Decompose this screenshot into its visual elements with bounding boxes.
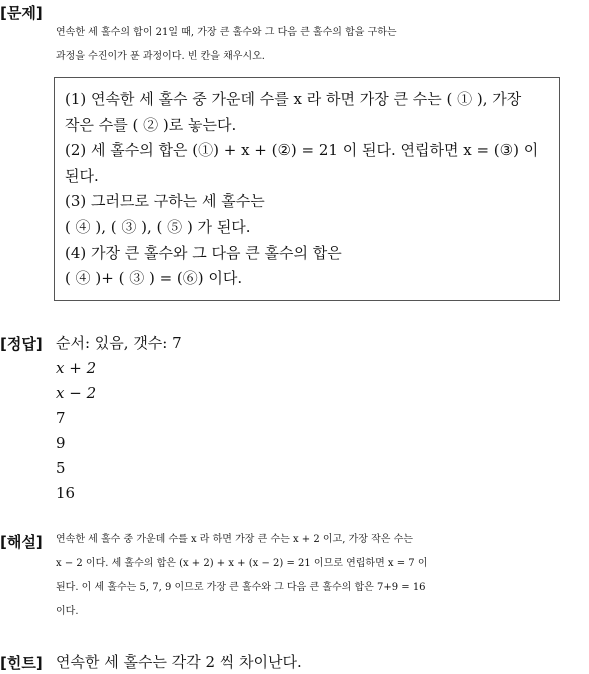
explanation-line: 연속한 세 홀수 중 가운데 수를 x 라 하면 가장 큰 수는 x + 2 이고, 가장 작은 수는 xyxy=(56,534,413,545)
box-line: (4) 가장 큰 홀수와 그 다음 큰 홀수의 합은 xyxy=(65,243,342,262)
hint-tag: [힌트] xyxy=(0,654,43,672)
solution-process-box xyxy=(54,77,560,301)
answer-value: 7 xyxy=(56,409,66,427)
problem-text xyxy=(56,21,583,69)
problem-line: 과정을 수진이가 푼 과정이다. 빈 칸을 채우시오. xyxy=(56,51,265,62)
answer-header: 순서: 있음, 갯수: 7 xyxy=(56,334,182,352)
box-line: (2) 세 홀수의 합은 (①) + x + (②) = 21 이 된다. 연립하면 x = (③) 이 xyxy=(65,141,539,160)
answer-value: x + 2 xyxy=(56,359,97,377)
explanation-text xyxy=(56,528,583,624)
box-line: 작은 수를 ( ② )로 놓는다. xyxy=(65,115,237,134)
problem-tag: [문제] xyxy=(0,4,43,22)
box-line: (3) 그러므로 구하는 세 홀수는 xyxy=(65,192,265,211)
box-line: (1) 연속한 세 홀수 중 가운데 수를 x 라 하면 가장 큰 수는 ( ① ), 가장 xyxy=(65,90,522,108)
hint-text: 연속한 세 홀수는 각각 2 씩 차이난다. xyxy=(56,653,302,671)
problem-line: 연속한 세 홀수의 합이 21일 때, 가장 큰 홀수와 그 다음 큰 홀수의 합을 구하는 xyxy=(56,27,397,38)
explanation-tag: [해설] xyxy=(0,533,43,551)
answer-value: 16 xyxy=(56,484,76,502)
explanation-line: 된다. 이 세 홀수는 5, 7, 9 이므로 가장 큰 홀수와 그 다음 큰 홀수의 합은 7+9 = 16 xyxy=(56,582,426,593)
answer-value: 9 xyxy=(56,434,66,452)
answer-value: 5 xyxy=(56,459,66,477)
box-line: ( ④ )+ ( ③ ) = (⑥) 이다. xyxy=(65,269,243,288)
explanation-line: 이다. xyxy=(56,606,79,617)
explanation-line: x − 2 이다. 세 홀수의 합은 (x + 2) + x + (x − 2) = 21 이므로 연립하면 x = 7 이 xyxy=(56,558,428,569)
box-line: 된다. xyxy=(65,166,99,185)
answer-value: x − 2 xyxy=(56,384,97,402)
answer-tag: [정답] xyxy=(0,335,43,353)
box-line: ( ④ ), ( ③ ), ( ⑤ ) 가 된다. xyxy=(65,217,251,236)
